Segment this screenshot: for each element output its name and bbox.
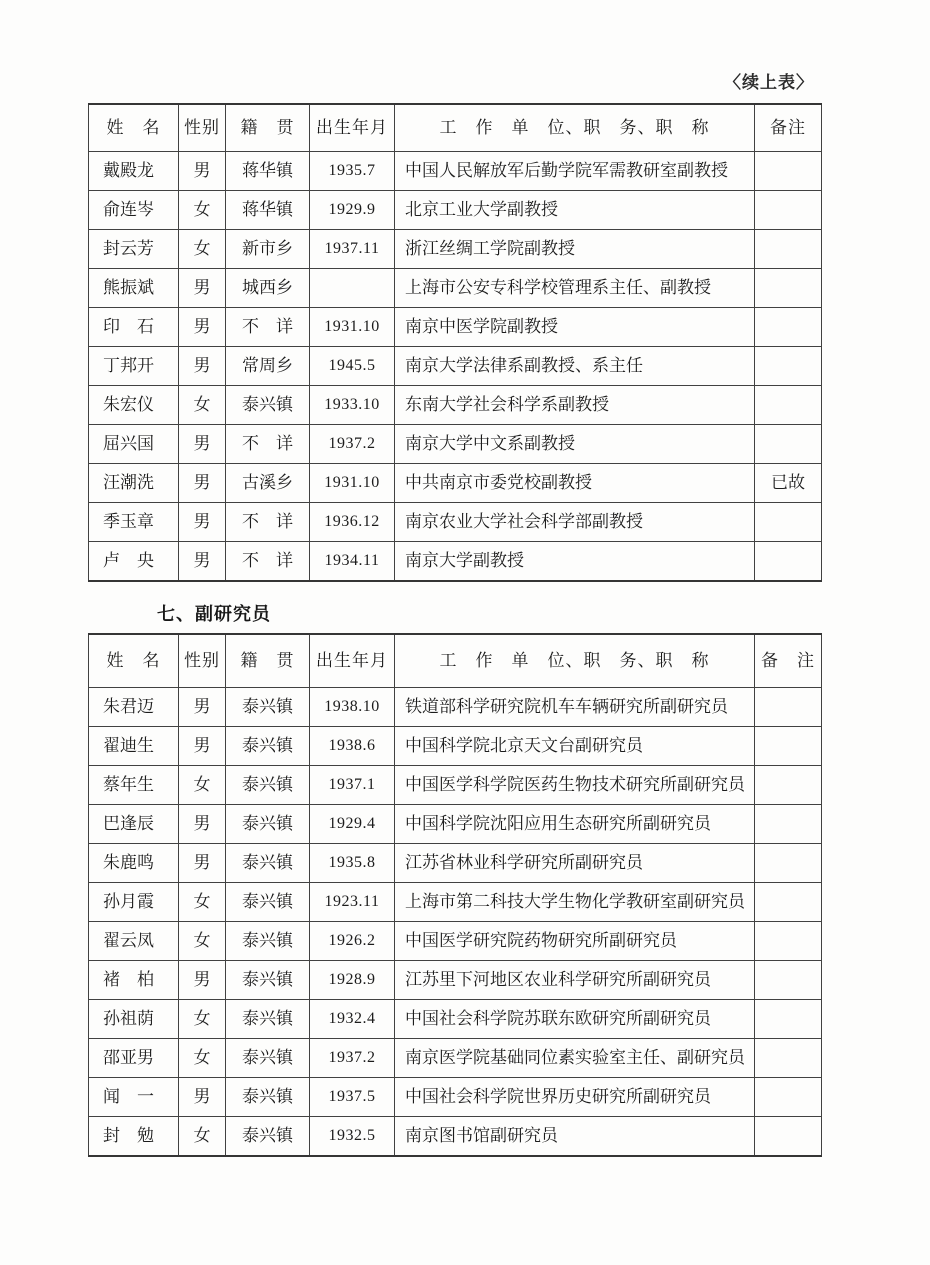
name-cell: 戴殿龙 (89, 152, 179, 191)
birthplace-cell: 泰兴镇 (226, 805, 310, 844)
remark-cell (755, 883, 822, 922)
table-row (89, 688, 822, 727)
table-row (89, 922, 822, 961)
associate-professor-roster-table-continued (88, 103, 822, 582)
birthdate-cell: 1937.11 (310, 230, 395, 269)
birthdate-cell: 1938.6 (310, 727, 395, 766)
name-cell: 朱君迈 (89, 688, 179, 727)
name-cell: 丁邦开 (89, 347, 179, 386)
birthplace-cell: 泰兴镇 (226, 766, 310, 805)
gender-cell: 男 (179, 269, 226, 308)
name-cell: 朱鹿鸣 (89, 844, 179, 883)
section-title-associate-researchers: 七、副研究员 (157, 604, 271, 624)
birthdate-cell (310, 269, 395, 308)
work-unit-title-cell: 上海市第二科技大学生物化学教研室副研究员 (395, 883, 755, 922)
name-cell: 汪潮洗 (89, 464, 179, 503)
birthplace-cell: 不 详 (226, 542, 310, 582)
name-cell: 褚 柏 (89, 961, 179, 1000)
birthplace-cell: 泰兴镇 (226, 386, 310, 425)
remark-cell (755, 922, 822, 961)
table-row (89, 542, 822, 582)
name-cell: 卢 央 (89, 542, 179, 582)
table-row (89, 425, 822, 464)
birthdate-cell: 1937.2 (310, 1039, 395, 1078)
table-body (89, 152, 822, 582)
gender-cell: 女 (179, 1039, 226, 1078)
birthplace-cell: 泰兴镇 (226, 727, 310, 766)
associate-researcher-roster-table (88, 633, 822, 1157)
birthdate-cell: 1933.10 (310, 386, 395, 425)
birthdate-cell: 1928.9 (310, 961, 395, 1000)
gender-cell: 男 (179, 1078, 226, 1117)
birthplace-cell: 泰兴镇 (226, 961, 310, 1000)
work-unit-title-cell: 浙江丝绸工学院副教授 (395, 230, 755, 269)
gender-cell: 男 (179, 464, 226, 503)
birthdate-cell: 1932.4 (310, 1000, 395, 1039)
remark-cell (755, 152, 822, 191)
remark-cell (755, 1000, 822, 1039)
table-row (89, 152, 822, 191)
birthdate-cell: 1926.2 (310, 922, 395, 961)
name-cell: 翟云凤 (89, 922, 179, 961)
birthdate-cell: 1937.5 (310, 1078, 395, 1117)
name-cell: 巴逢辰 (89, 805, 179, 844)
birthplace-cell: 常周乡 (226, 347, 310, 386)
column-header: 姓 名 (89, 104, 179, 152)
header-row (89, 634, 822, 688)
birthplace-cell: 泰兴镇 (226, 1117, 310, 1157)
work-unit-title-cell: 中国医学研究院药物研究所副研究员 (395, 922, 755, 961)
remark-cell (755, 269, 822, 308)
table-row (89, 269, 822, 308)
table-row (89, 230, 822, 269)
work-unit-title-cell: 中国科学院沈阳应用生态研究所副研究员 (395, 805, 755, 844)
table-row (89, 1117, 822, 1157)
birthdate-cell: 1934.11 (310, 542, 395, 582)
remark-cell (755, 844, 822, 883)
remark-cell (755, 503, 822, 542)
work-unit-title-cell: 南京农业大学社会科学部副教授 (395, 503, 755, 542)
gender-cell: 女 (179, 230, 226, 269)
header-row (89, 104, 822, 152)
work-unit-title-cell: 中共南京市委党校副教授 (395, 464, 755, 503)
name-cell: 邵亚男 (89, 1039, 179, 1078)
table-row (89, 883, 822, 922)
work-unit-title-cell: 南京大学法律系副教授、系主任 (395, 347, 755, 386)
table-row (89, 308, 822, 347)
table-row (89, 766, 822, 805)
column-header: 姓 名 (89, 634, 179, 688)
birthdate-cell: 1938.10 (310, 688, 395, 727)
remark-cell (755, 766, 822, 805)
remark-cell (755, 1117, 822, 1157)
table-row (89, 844, 822, 883)
birthdate-cell: 1937.2 (310, 425, 395, 464)
table-row (89, 1078, 822, 1117)
birthdate-cell: 1929.9 (310, 191, 395, 230)
gender-cell: 女 (179, 922, 226, 961)
name-cell: 屈兴国 (89, 425, 179, 464)
column-header: 籍 贯 (226, 634, 310, 688)
continued-from-previous-table-note: 〈续上表〉 (724, 73, 814, 92)
table-row (89, 727, 822, 766)
birthplace-cell: 泰兴镇 (226, 688, 310, 727)
remark-cell (755, 688, 822, 727)
gender-cell: 男 (179, 727, 226, 766)
column-header: 籍 贯 (226, 104, 310, 152)
work-unit-title-cell: 中国社会科学院世界历史研究所副研究员 (395, 1078, 755, 1117)
table-row (89, 464, 822, 503)
birthplace-cell: 泰兴镇 (226, 922, 310, 961)
remark-cell (755, 347, 822, 386)
table-row (89, 191, 822, 230)
gender-cell: 男 (179, 542, 226, 582)
remark-cell (755, 386, 822, 425)
birthplace-cell: 蒋华镇 (226, 152, 310, 191)
gender-cell: 女 (179, 191, 226, 230)
birthdate-cell: 1932.5 (310, 1117, 395, 1157)
birthdate-cell: 1923.11 (310, 883, 395, 922)
table-header (89, 104, 822, 152)
remark-cell (755, 1039, 822, 1078)
table-row (89, 386, 822, 425)
work-unit-title-cell: 北京工业大学副教授 (395, 191, 755, 230)
birthplace-cell: 泰兴镇 (226, 883, 310, 922)
birthdate-cell: 1929.4 (310, 805, 395, 844)
name-cell: 季玉章 (89, 503, 179, 542)
birthdate-cell: 1937.1 (310, 766, 395, 805)
gender-cell: 女 (179, 883, 226, 922)
remark-cell (755, 191, 822, 230)
gender-cell: 男 (179, 152, 226, 191)
table-header (89, 634, 822, 688)
remark-cell (755, 308, 822, 347)
column-header: 性别 (179, 634, 226, 688)
column-header: 工 作 单 位、职 务、职 称 (395, 104, 755, 152)
gender-cell: 男 (179, 425, 226, 464)
work-unit-title-cell: 南京中医学院副教授 (395, 308, 755, 347)
gender-cell: 女 (179, 386, 226, 425)
column-header: 备注 (755, 104, 822, 152)
birthdate-cell: 1945.5 (310, 347, 395, 386)
column-header: 出生年月 (310, 634, 395, 688)
birthplace-cell: 泰兴镇 (226, 1078, 310, 1117)
birthplace-cell: 泰兴镇 (226, 1000, 310, 1039)
table-row (89, 503, 822, 542)
work-unit-title-cell: 东南大学社会科学系副教授 (395, 386, 755, 425)
birthdate-cell: 1935.7 (310, 152, 395, 191)
remark-cell: 已故 (755, 464, 822, 503)
gender-cell: 女 (179, 766, 226, 805)
gender-cell: 男 (179, 503, 226, 542)
birthdate-cell: 1931.10 (310, 464, 395, 503)
gender-cell: 男 (179, 844, 226, 883)
remark-cell (755, 727, 822, 766)
work-unit-title-cell: 铁道部科学研究院机车车辆研究所副研究员 (395, 688, 755, 727)
birthdate-cell: 1931.10 (310, 308, 395, 347)
name-cell: 朱宏仪 (89, 386, 179, 425)
column-header: 出生年月 (310, 104, 395, 152)
gender-cell: 女 (179, 1000, 226, 1039)
work-unit-title-cell: 南京大学中文系副教授 (395, 425, 755, 464)
table-body (89, 688, 822, 1157)
name-cell: 封云芳 (89, 230, 179, 269)
birthdate-cell: 1935.8 (310, 844, 395, 883)
column-header: 备 注 (755, 634, 822, 688)
remark-cell (755, 230, 822, 269)
work-unit-title-cell: 上海市公安专科学校管理系主任、副教授 (395, 269, 755, 308)
table-row (89, 1000, 822, 1039)
work-unit-title-cell: 中国科学院北京天文台副研究员 (395, 727, 755, 766)
gender-cell: 男 (179, 347, 226, 386)
work-unit-title-cell: 中国医学科学院医药生物技术研究所副研究员 (395, 766, 755, 805)
name-cell: 孙月霞 (89, 883, 179, 922)
gender-cell: 男 (179, 688, 226, 727)
work-unit-title-cell: 中国社会科学院苏联东欧研究所副研究员 (395, 1000, 755, 1039)
name-cell: 封 勉 (89, 1117, 179, 1157)
remark-cell (755, 805, 822, 844)
gender-cell: 女 (179, 1117, 226, 1157)
name-cell: 蔡年生 (89, 766, 179, 805)
gender-cell: 男 (179, 805, 226, 844)
work-unit-title-cell: 南京图书馆副研究员 (395, 1117, 755, 1157)
gender-cell: 男 (179, 961, 226, 1000)
remark-cell (755, 542, 822, 582)
table-row (89, 347, 822, 386)
name-cell: 俞连岑 (89, 191, 179, 230)
name-cell: 闻 一 (89, 1078, 179, 1117)
remark-cell (755, 961, 822, 1000)
gender-cell: 男 (179, 308, 226, 347)
birthdate-cell: 1936.12 (310, 503, 395, 542)
birthplace-cell: 蒋华镇 (226, 191, 310, 230)
column-header: 工 作 单 位、职 务、职 称 (395, 634, 755, 688)
remark-cell (755, 1078, 822, 1117)
table-row (89, 1039, 822, 1078)
work-unit-title-cell: 中国人民解放军后勤学院军需教研室副教授 (395, 152, 755, 191)
birthplace-cell: 新市乡 (226, 230, 310, 269)
birthplace-cell: 古溪乡 (226, 464, 310, 503)
table-row (89, 961, 822, 1000)
name-cell: 孙祖荫 (89, 1000, 179, 1039)
birthplace-cell: 不 详 (226, 503, 310, 542)
work-unit-title-cell: 南京医学院基础同位素实验室主任、副研究员 (395, 1039, 755, 1078)
remark-cell (755, 425, 822, 464)
birthplace-cell: 泰兴镇 (226, 844, 310, 883)
birthplace-cell: 不 详 (226, 425, 310, 464)
work-unit-title-cell: 南京大学副教授 (395, 542, 755, 582)
table-row (89, 805, 822, 844)
work-unit-title-cell: 江苏省林业科学研究所副研究员 (395, 844, 755, 883)
birthplace-cell: 不 详 (226, 308, 310, 347)
name-cell: 印 石 (89, 308, 179, 347)
work-unit-title-cell: 江苏里下河地区农业科学研究所副研究员 (395, 961, 755, 1000)
column-header: 性别 (179, 104, 226, 152)
birthplace-cell: 泰兴镇 (226, 1039, 310, 1078)
name-cell: 熊振斌 (89, 269, 179, 308)
name-cell: 翟迪生 (89, 727, 179, 766)
birthplace-cell: 城西乡 (226, 269, 310, 308)
